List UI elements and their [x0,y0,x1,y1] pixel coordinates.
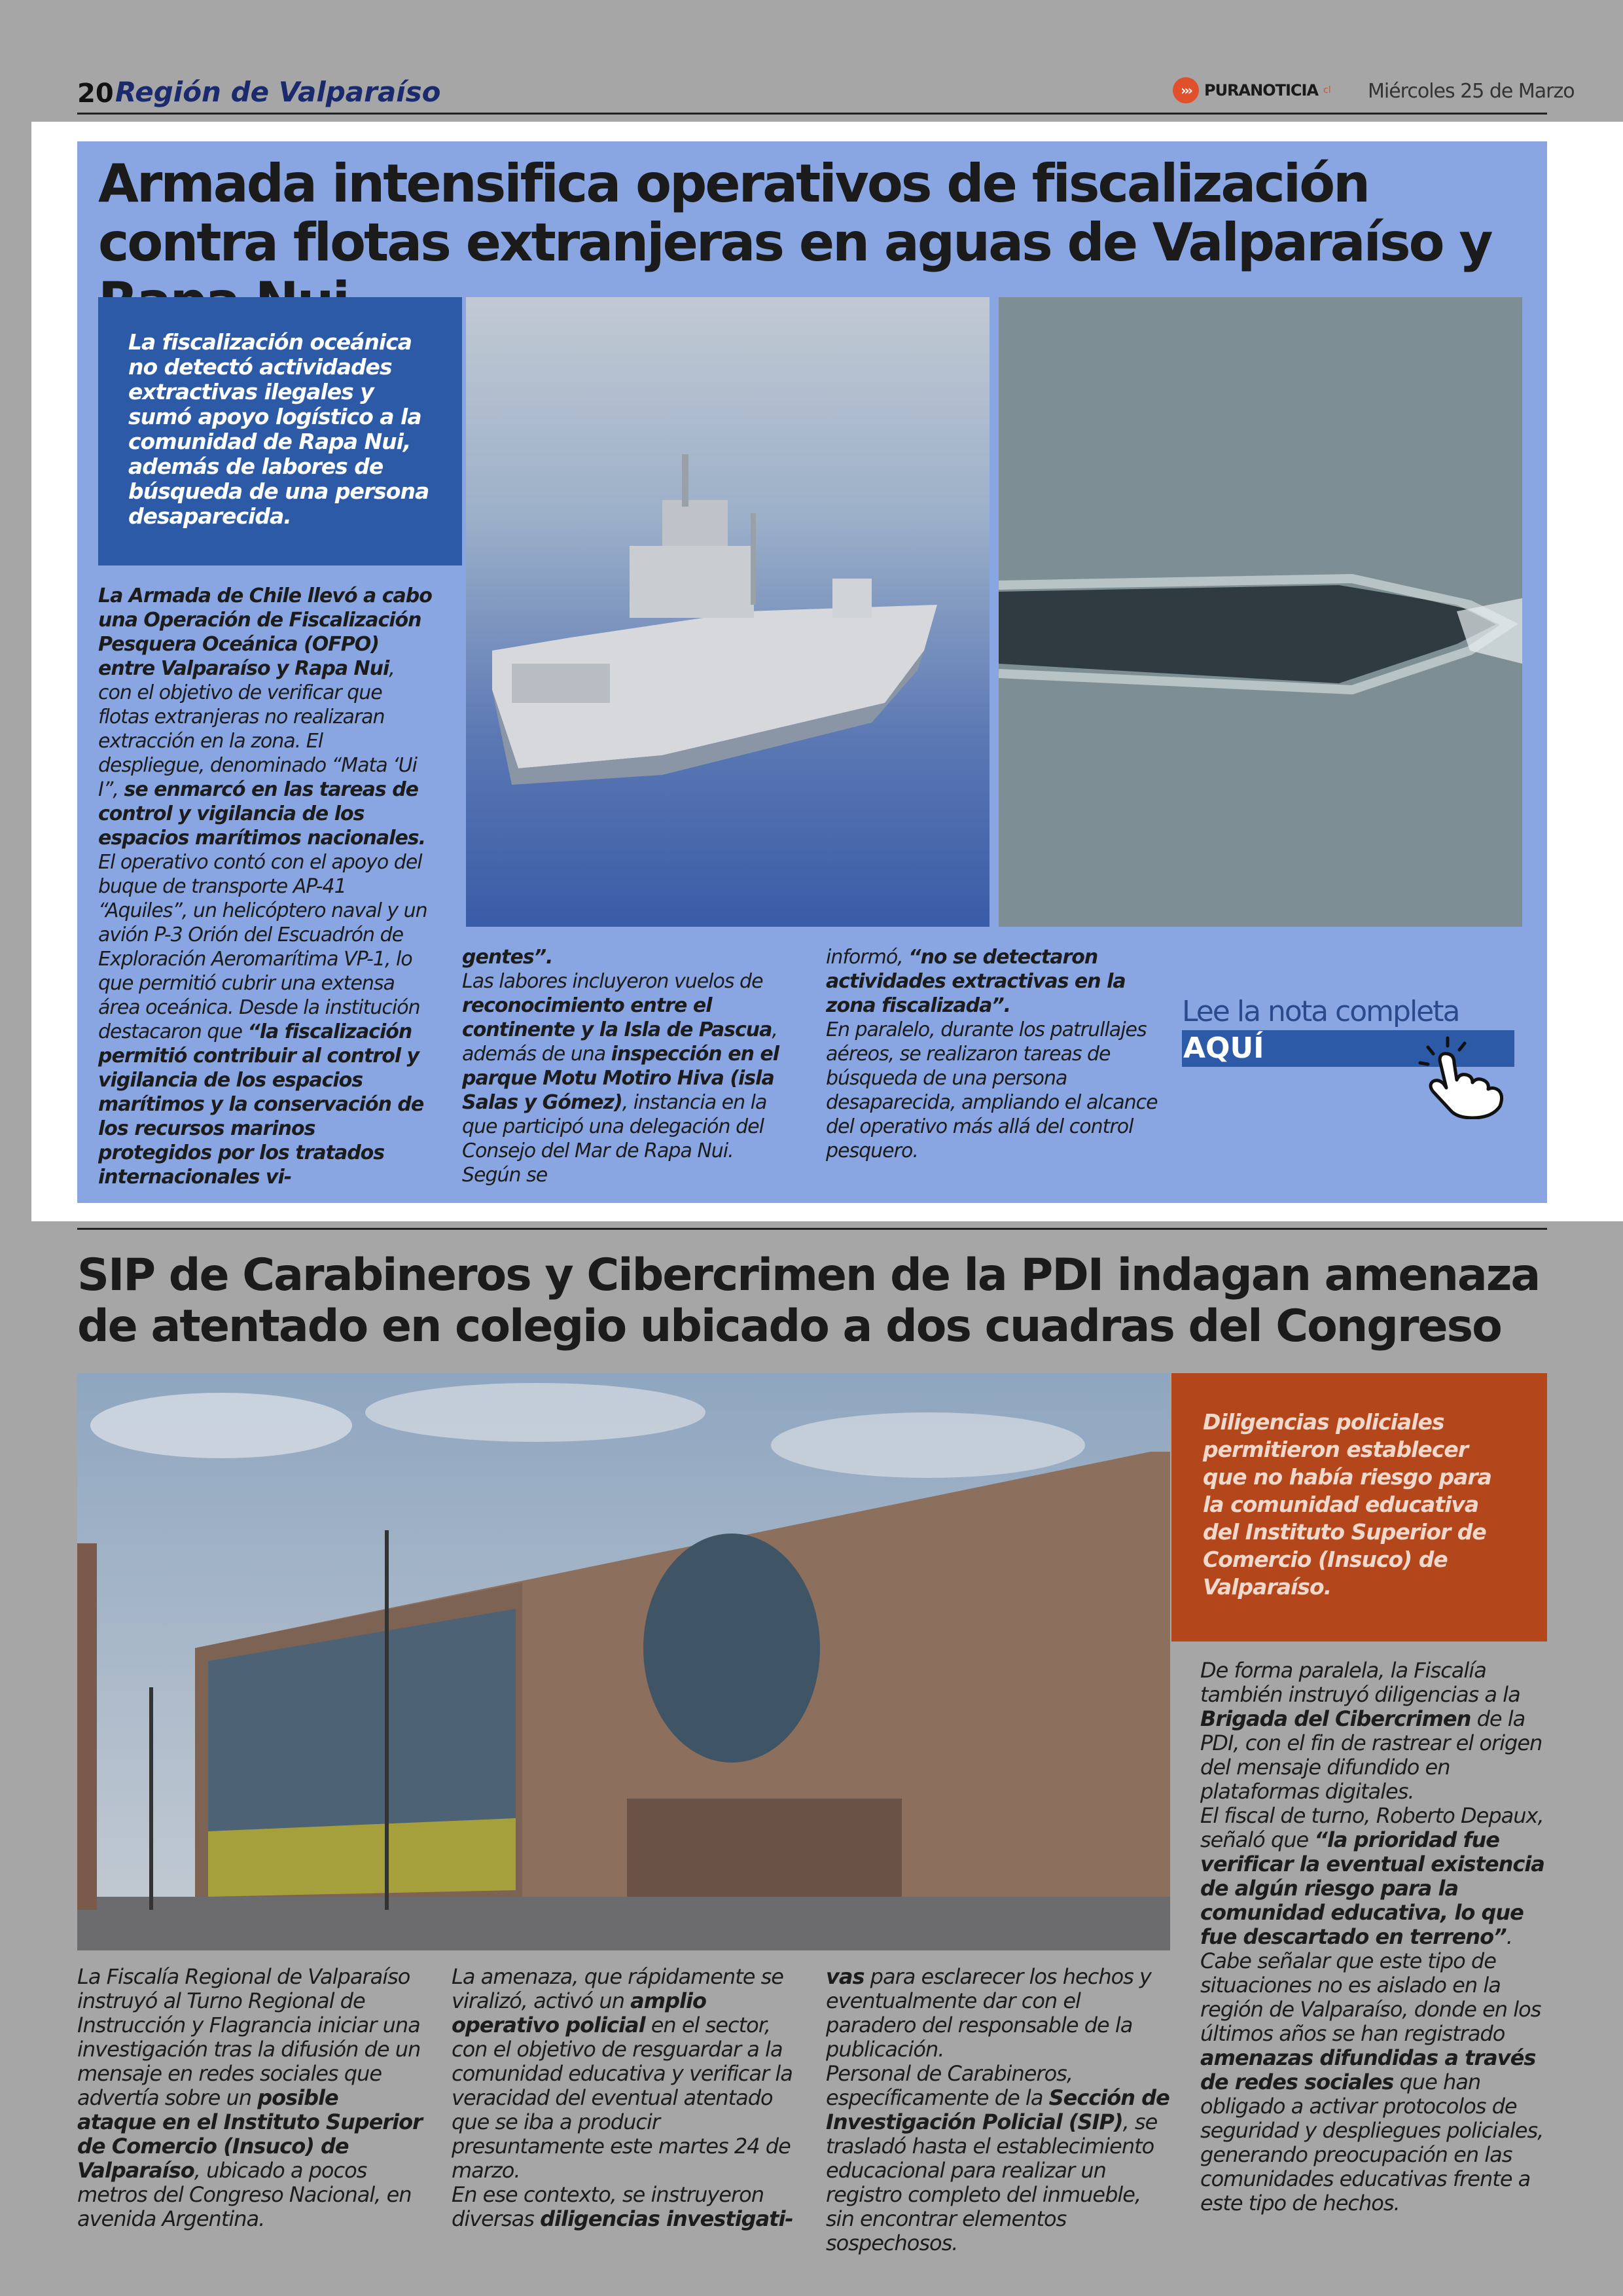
article2-column-4 [1200,1659,1547,2215]
a2c4-t4: . [1506,1924,1512,1949]
article1-callout-text: La fiscalización oceánica no detectó actividades extractivas ilegales y sumó apoyo logístico a la comunidad de Rapa Nui, además de labores de búsqueda de una persona desaparecida. [128,329,429,529]
a1c3-t2: En paralelo, durante los patrullajes aéreos, se realizaron tareas de búsqueda de una persona desaparecida, ampliando el alcance del operativo más allá del control pesquero. [826,1018,1158,1162]
a2c1-t2: , ubicado a pocos metros del Congreso Nacional, en avenida Argentina. [77,2158,412,2231]
article1-ship-photo [466,297,990,927]
article2-column-3 [826,1965,1171,2255]
article2-headline: SIP de Carabineros y Cibercrimen de la PDI indagan amenaza de atentado en colegio ubicado a dos cuadras del Congreso [77,1249,1540,1352]
ship-illustration [466,297,990,927]
a1c2-b2: reconocimiento entre el continente y la Isla de Pascua [462,994,772,1041]
article2-callout-text: Diligencias policiales permitieron establecer que no había riesgo para la comunidad educativa del Instituto Superior de Comercio (Insuco) de Valparaíso. [1203,1409,1491,1600]
article1-vessel-aerial-photo [999,297,1522,927]
a2c4-b1: Brigada del Cibercrimen [1200,1706,1471,1731]
a2c3-t1: para esclarecer los hechos y eventualmente dar con el paradero del responsable de la publicación. [826,1964,1151,2062]
a2c4-b2: “la prioridad fue verificar la eventual existencia de algún riesgo para la comunidad educativa, lo que fue descartado en terreno” [1200,1827,1544,1949]
vessel-aerial-illustration [999,297,1522,927]
a1c1-t1: , con el objetivo de verificar que flotas extranjeras no realizaran extracción en la zona. El despliegue, denominado “Mata ‘Ui I”, [98,657,417,801]
a2c4-b3: amenazas difundidas a través de redes sociales [1200,2045,1536,2094]
a2c2-t1: La amenaza, que rápidamente se viralizó, activó un [452,1964,783,2013]
a2c4-t6: que han obligado a activar protocolos de seguridad y despliegues policiales, generando preocupación en las comunidades educativas frente a este tipo de hechos. [1200,2070,1544,2215]
a2c2-b2: diligencias investigati- [540,2206,793,2231]
a1c2-t3: , instancia en la que participó una delegación del Consejo del Mar de Rapa Nui. Según se [462,1091,767,1187]
a2c4-t3: El fiscal de turno, Roberto Depaux, señaló que [1200,1803,1544,1852]
logo-arrows-icon: ››› [1173,77,1199,103]
article2-school-photo [77,1373,1170,1950]
a2c2-t2: en el sector, con el objetivo de resguardar a la comunidad educativa y verificar la veracidad del eventual atentado que se iba a producir presuntamente este martes 24 de marzo. [452,2013,793,2183]
a2c3-b1: vas [826,1964,865,1989]
a1c2-t1: Las labores incluyeron vuelos de [462,970,763,993]
article1-column-1 [98,584,432,1189]
a2c2-b1: amplio operativo policial [452,1988,706,2037]
a1c1-t2: El operativo contó con el apoyo del buque de transporte AP-41 “Aquiles”, un helicóptero naval y un avión P-3 Orión del Escuadrón de Exploración Aeromarítima VP-1, lo que permitió cubrir una extensa área oceánica. Desde la institución destacaron que [98,851,427,1043]
brand-logo[interactable] [1173,76,1331,105]
article2-column-2 [452,1965,797,2231]
pointing-hand-icon[interactable] [1394,1034,1518,1119]
a1c1-b1: La Armada de Chile llevó a cabo una Operación de Fiscalización Pesquera Oceánica (OFPO) entre Valparaíso y Rapa Nui [98,584,432,680]
a2c3-b2: Sección de Investigación Policial (SIP) [826,2085,1169,2134]
a1c2-b1: gentes”. [462,946,553,969]
logo-suffix: cl [1323,85,1331,96]
a2c4-t5: Cabe señalar que este tipo de situaciones no es aislado en la región de Valparaíso, donde en los últimos años se han registrado [1200,1948,1541,2046]
a2c2-t3: En ese contexto, se instruyeron diversas [452,2182,764,2231]
a1c3-b1: “no se detectaron actividades extractivas en la zona fiscalizada”. [826,946,1126,1017]
article1-callout [98,297,462,565]
a2c1-b1: posible ataque en el Instituto Superior de Comercio (Insuco) de Valparaíso [77,2085,422,2183]
a2c4-t2: de la PDI, con el fin de rastrear el origen del mensaje difundido en plataformas digitales. [1200,1706,1543,1804]
a2c4-t1: De forma paralela, la Fiscalía también instruyó diligencias a la [1200,1658,1520,1707]
section-title: Región de Valparaíso [115,76,441,108]
a1c1-b3: “la fiscalización permitió contribuir al control y vigilancia de los espacios marítimos y la conservación de los recursos marinos protegidos por los tratados internacionales vi- [98,1020,424,1189]
article1-headline: Armada intensifica operativos de fiscalización contra flotas extranjeras en aguas de Valparaíso y [98,153,1491,273]
a1c3-t1: informó, [826,946,909,969]
article2-callout [1171,1373,1547,1641]
a1c2-b3: inspección en el parque Motu Motiro Hiva (isla Salas y Gómez) [462,1043,779,1114]
article1-column-3 [826,945,1160,1163]
a2c1-t1: La Fiscalía Regional de Valparaíso instruyó al Turno Regional de Instrucción y Flagrancia iniciar una investigación tras la difusión de un mensaje en redes sociales que advertía sobre un [77,1964,421,2110]
read-more-button-label[interactable]: AQUÍ [1183,1031,1264,1065]
school-building-illustration [77,1373,1170,1950]
read-more-label: Lee la nota completa [1182,995,1459,1028]
issue-date: Miércoles 25 de Marzo [1368,80,1575,103]
article1-column-2 [462,945,796,1187]
a2c3-t3: , se trasladó hasta el establecimiento educacional para realizar un registro completo del inmueble, sin encontrar elementos sospechosos. [826,2109,1158,2255]
a1c2-t2: , además de una [462,1018,777,1066]
article2-column-1 [77,1965,423,2231]
page-number: 20 [77,79,114,109]
article-divider [77,1228,1547,1230]
logo-text: PURANOTICIA [1204,81,1319,99]
header-rule [77,113,1547,115]
a2c3-t2: Personal de Carabineros, específicamente de la [826,2061,1073,2110]
a1c1-b2: se enmarcó en las tareas de control y vigilancia de los espacios marítimos nacionales. [98,778,426,850]
